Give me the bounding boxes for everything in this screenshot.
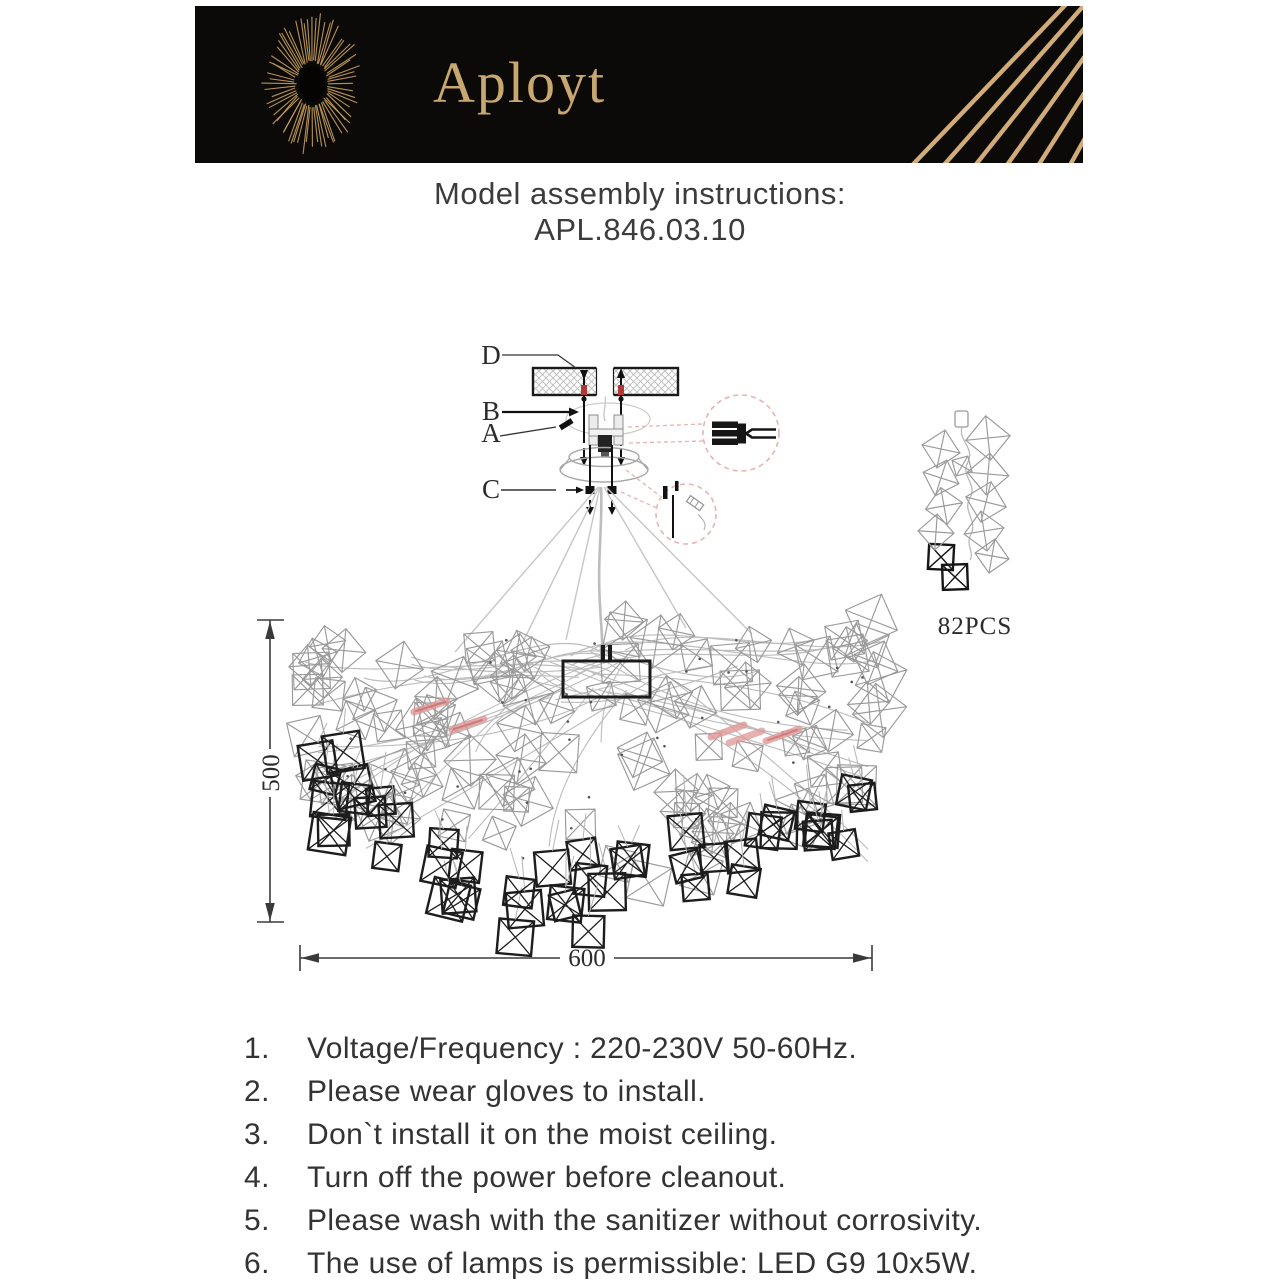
wire-node [526, 801, 529, 804]
crystal-dark [496, 918, 534, 956]
hanger-wire [553, 820, 559, 851]
crystal-cluster [287, 594, 907, 956]
item-text: Please wash with the sanitizer without corrosivity. [307, 1204, 983, 1237]
dim-width-label: 600 [568, 945, 606, 972]
wire-node [567, 720, 570, 723]
ceiling-plate [533, 367, 678, 397]
wire-node [489, 661, 492, 664]
crystal-dark [572, 915, 604, 947]
wire-node [565, 693, 568, 696]
crystal-garland-detail [918, 411, 1010, 590]
wire-node [792, 761, 795, 764]
crystal-dark-cross [496, 918, 534, 956]
crystal-light [503, 776, 553, 826]
crystal-light [310, 626, 346, 662]
item-number: 2. [244, 1075, 270, 1108]
item-number: 1. [244, 1032, 270, 1065]
wire-node [588, 796, 591, 799]
crystal-dark-cross [506, 890, 544, 928]
item-text: Voltage/Frequency : 220-230V 50-60Hz. [307, 1032, 858, 1065]
crystal-dark [670, 849, 704, 883]
pieces-count-label: 82PCS [937, 613, 1013, 640]
hanger-wire [465, 826, 466, 851]
wire-node [384, 768, 387, 771]
wire-node [850, 681, 853, 684]
item-number: 4. [244, 1161, 270, 1194]
crystal-light [479, 774, 515, 810]
label-b: B [481, 396, 501, 426]
crystal-light [504, 786, 530, 812]
crystal-dark-cross [372, 842, 401, 871]
item-text: The use of lamps is permissible: LED G9 10x5W. [307, 1247, 978, 1280]
list-item [244, 1247, 1094, 1280]
crystal-light [438, 809, 471, 842]
crystal-light [312, 678, 345, 711]
wire-node [698, 658, 701, 661]
wire-node [346, 775, 349, 778]
mains-wire-ghost [604, 395, 605, 421]
wire-node [861, 676, 864, 679]
wire-node [404, 792, 407, 795]
crystal-dark [506, 890, 544, 928]
wire-node [456, 785, 459, 788]
connector-detail [628, 395, 779, 471]
item-text: Please wear gloves to install. [307, 1075, 706, 1108]
crystal-dark-cross [572, 915, 604, 947]
crystal-light [845, 594, 897, 646]
crystal-light [442, 768, 483, 809]
model-number: APL.846.03.10 [534, 212, 746, 247]
crystal-light [565, 809, 595, 839]
crystal-light [779, 676, 818, 715]
dim-height-label: 500 [258, 754, 285, 792]
crystal-light [343, 678, 377, 712]
hanger-wire [343, 708, 345, 733]
wire-node [685, 670, 688, 673]
crystal-light [732, 741, 763, 772]
list-item [244, 1075, 1094, 1118]
list-item [244, 1161, 1094, 1204]
label-b-arrow [569, 408, 579, 417]
wire-node [777, 721, 780, 724]
garland-crystal [952, 456, 972, 476]
hanger-wire [510, 848, 519, 878]
crystal-dark [372, 842, 401, 871]
item-number: 5. [244, 1204, 270, 1237]
garland-crystal [922, 430, 960, 468]
wire-node [745, 670, 748, 673]
terminal-block-icon [712, 422, 776, 446]
crystal-light [373, 710, 405, 742]
garland-crystal [967, 453, 1009, 495]
wire-node [836, 667, 839, 670]
crystal-dark [759, 805, 795, 841]
wire-node [828, 706, 831, 709]
wire-node [441, 818, 444, 821]
label-d-leader [502, 355, 576, 368]
page-title: Model assembly instructions: [434, 176, 846, 211]
list-item [244, 1032, 1094, 1075]
wire-node [593, 642, 596, 645]
wire-node [735, 639, 738, 642]
label-a-leader [500, 427, 556, 436]
wire-node [529, 767, 532, 770]
wire-node [349, 737, 352, 740]
hanger-wire [632, 825, 640, 843]
crystal-light [482, 816, 516, 850]
wire-node [656, 737, 659, 740]
wire-node [621, 754, 624, 757]
wire-node [524, 699, 527, 702]
wire-node [568, 738, 571, 741]
central-cable [599, 487, 602, 655]
wire-node [518, 770, 521, 773]
hanger-wire [522, 856, 525, 892]
brand-logo-text: Aployt [433, 50, 607, 115]
list-item [244, 1118, 1094, 1161]
instruction-list [244, 1032, 1094, 1280]
crystal-light [617, 732, 662, 777]
wire-node [501, 701, 504, 704]
wire-node [505, 639, 508, 642]
screw-icon [687, 496, 704, 511]
wire-node [570, 827, 573, 830]
label-c: C [481, 474, 501, 504]
crystal-light [626, 860, 672, 906]
crystal-dark [727, 864, 760, 897]
wire-node [701, 717, 704, 720]
label-d: D [481, 340, 501, 370]
part-labels [481, 340, 579, 504]
wire-node [727, 671, 730, 674]
screw-detail [621, 470, 716, 544]
item-number: 6. [244, 1247, 270, 1280]
wire-node [590, 701, 593, 704]
item-text: Turn off the power before cleanout. [307, 1161, 787, 1194]
wire-node [663, 745, 666, 748]
suspension-wires [455, 487, 752, 652]
label-a: A [481, 418, 501, 448]
crystal-light [299, 638, 337, 676]
garland-crystal [966, 416, 1010, 460]
list-item [244, 1204, 1094, 1247]
item-number: 3. [244, 1118, 270, 1151]
hanger-wire [842, 810, 844, 831]
item-text: Don`t install it on the moist ceiling. [307, 1118, 778, 1151]
crystal-light [503, 674, 554, 725]
garland-dark-squares [928, 544, 968, 590]
